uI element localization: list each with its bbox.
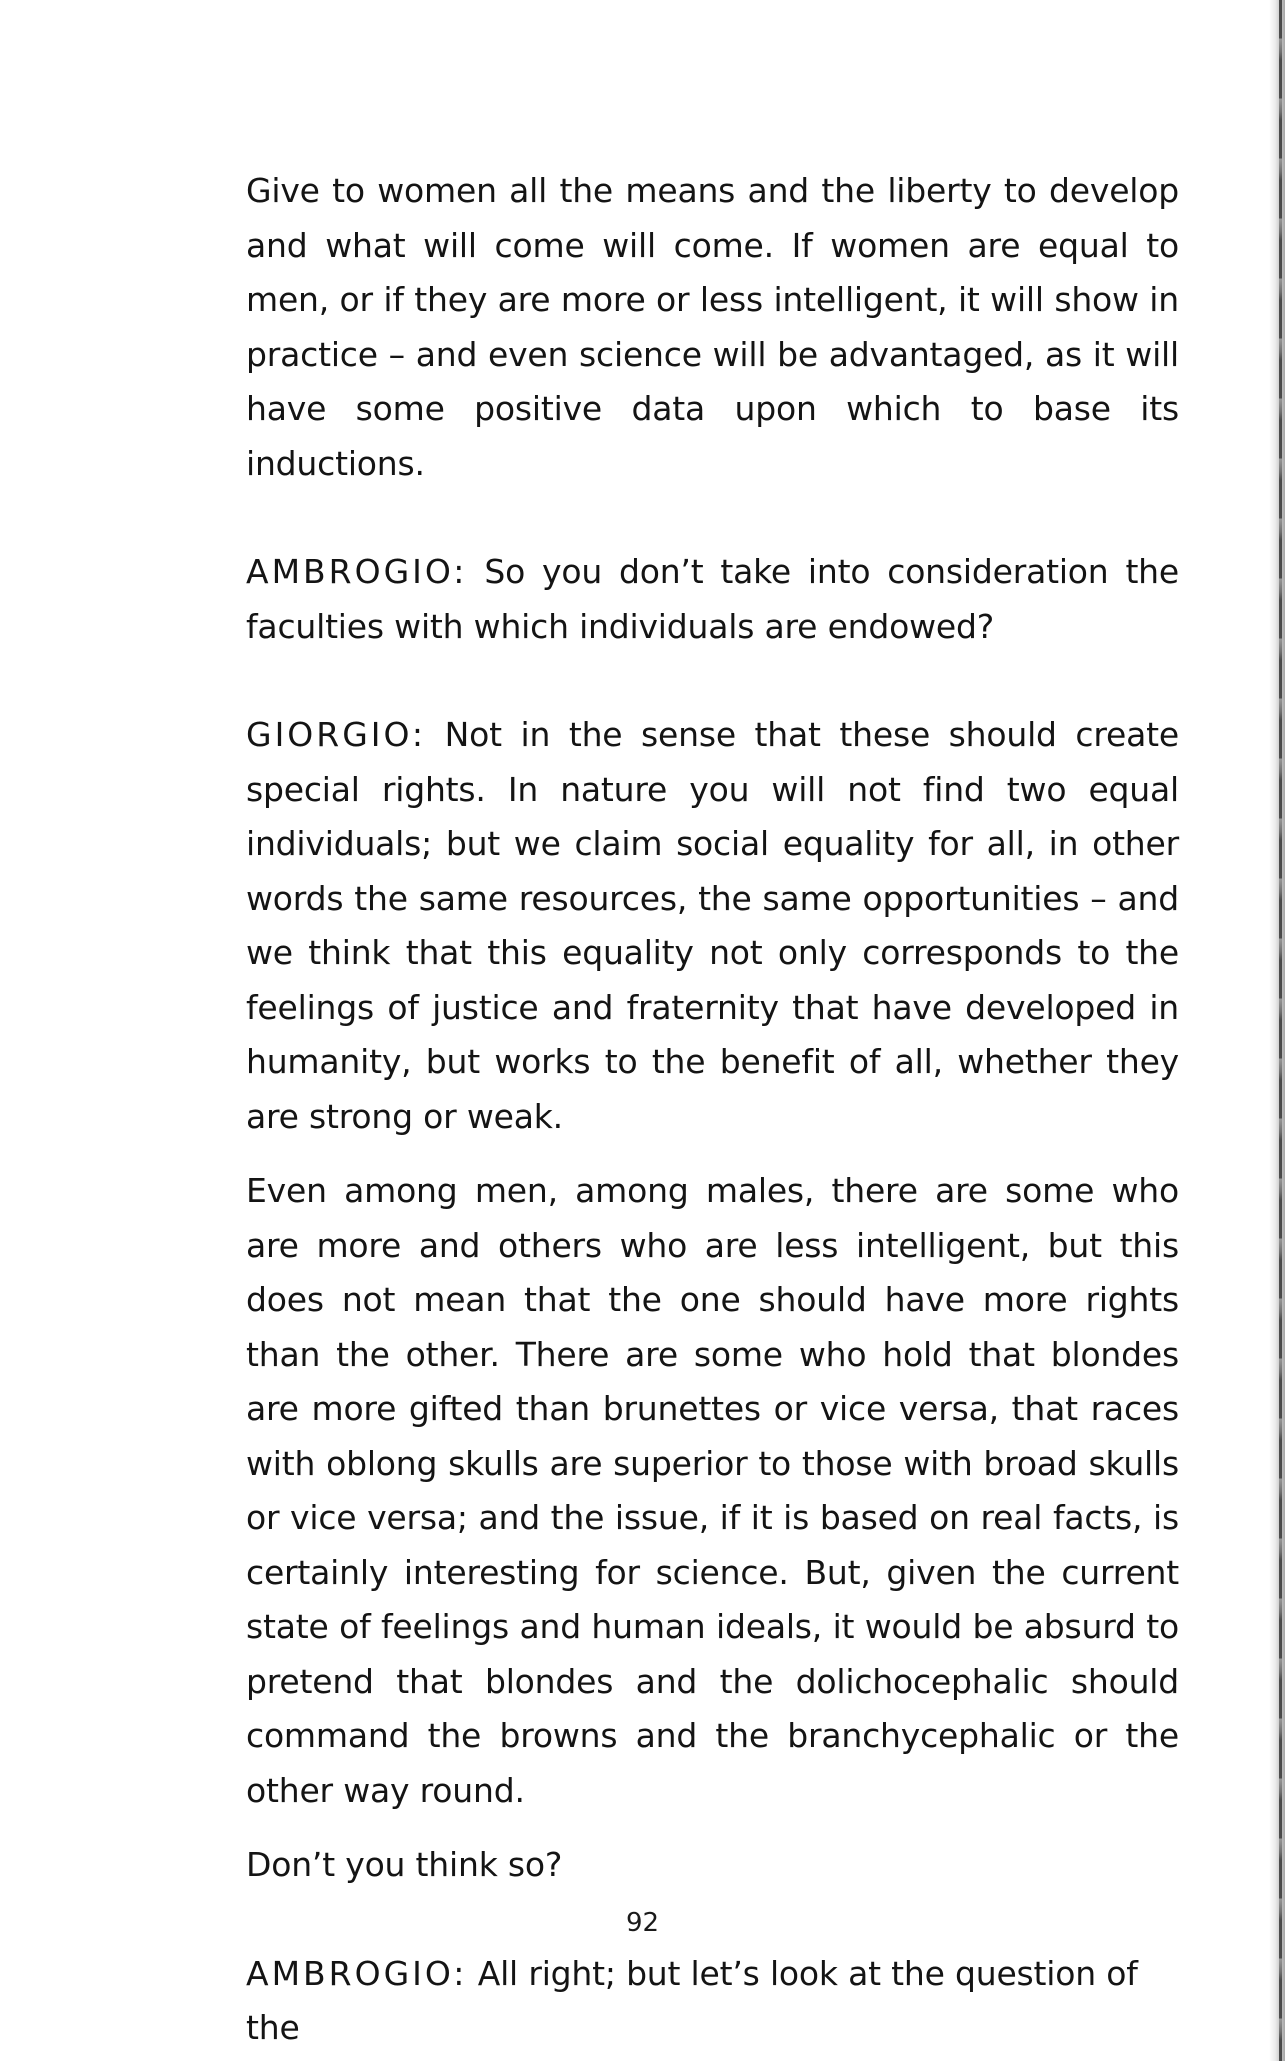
- paragraph-ambrogio-question: [246, 1947, 1179, 2056]
- paragraph-dont-you-think: [246, 1838, 1179, 1893]
- paragraph-text: So you don’t take into consideration the faculties with which individuals are endowed?: [246, 552, 1179, 646]
- paragraph-ambrogio-faculties: [246, 545, 1179, 654]
- book-edge-line: [1279, 0, 1282, 2061]
- paragraph-text: Give to women all the means and the liberty to develop and what will come will come. If women are equal to men, or if they are more or less intelligent, it will show in practice – and even science will be advantaged, as it will have some positive data upon which to base its inductions.: [246, 171, 1179, 483]
- body-text: [246, 164, 1179, 2056]
- paragraph-text: Even among men, among males, there are some who are more and others who are less intelligent, but this does not mean that the one should have more rights than the other. There are some who hold that blondes are more gifted than brunettes or vice versa, that races with oblong skulls are superior to those with broad skulls or vice versa; and the issue, if it is based on real facts, is certainly interesting for science. But, given the current state of feelings and human ideals, it would be absurd to pretend that blondes and the dolichocephalic should command the browns and the branchycephalic or the other way round.: [246, 1171, 1179, 1810]
- paragraph-text: Not in the sense that these should create special rights. In nature you will not find two equal individuals; but we claim social equality for all, in other words the same resources, the same opportunities – and we think that this equality not only corresponds to the feelings of justice and fraternity that have developed in humanity, but works to the benefit of all, whether they are strong or weak.: [246, 715, 1179, 1136]
- paragraph-text: All right; but let’s look at the question of the: [246, 1953, 1138, 2047]
- paragraph-text: Don’t you think so?: [246, 1845, 563, 1884]
- speaker-name: AMBROGIO:: [246, 552, 468, 591]
- speaker-name: GIORGIO:: [246, 715, 427, 754]
- page-number: 92: [625, 1908, 660, 1938]
- paragraph-giorgio-equality: [246, 708, 1179, 1144]
- speaker-name: AMBROGIO:: [246, 1953, 468, 1993]
- book-edge-shadow: [1269, 0, 1285, 2061]
- paragraph-blondes-brunettes: [246, 1164, 1179, 1818]
- paragraph-women-liberty: [246, 164, 1179, 491]
